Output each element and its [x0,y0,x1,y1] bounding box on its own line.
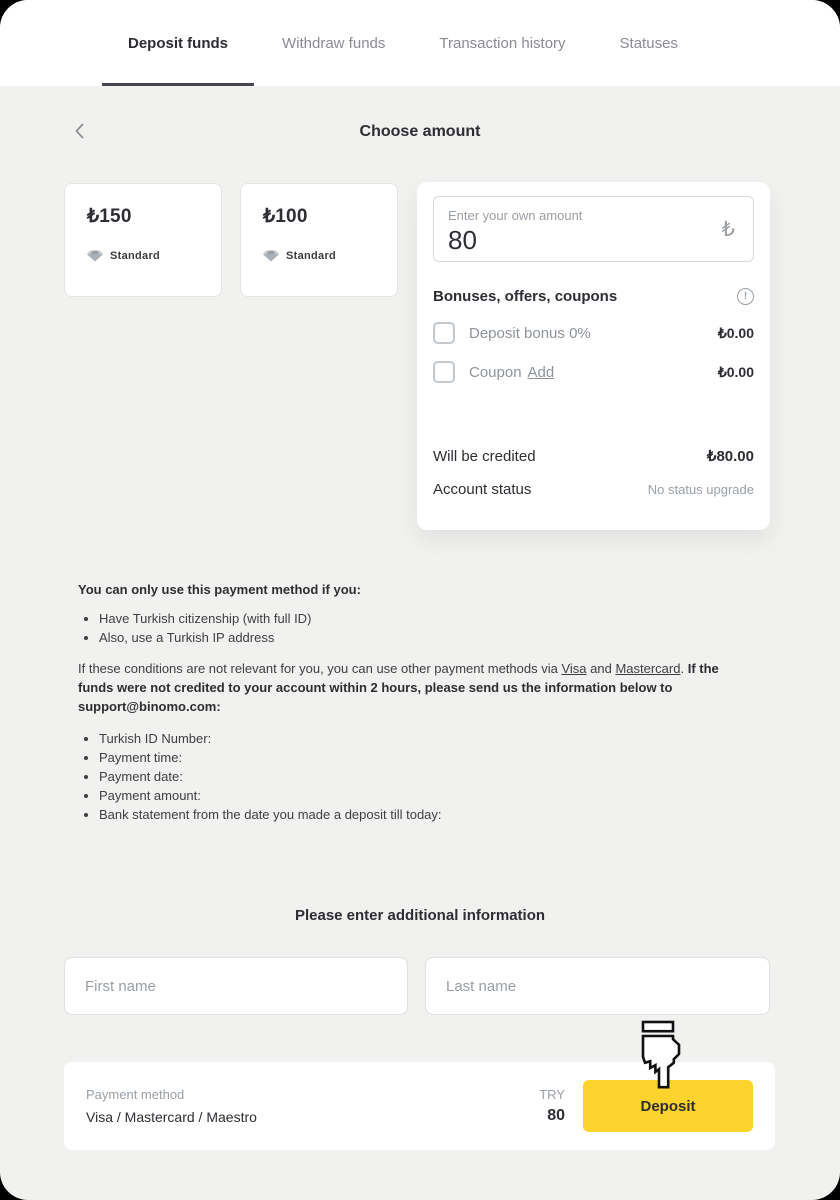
total-amount: 80 [547,1107,565,1124]
tab-statuses[interactable]: Statuses [619,34,678,52]
payment-method-label: Payment method [86,1087,185,1102]
amount-panel [417,182,770,530]
payment-footer-bar [64,1062,775,1150]
lira-currency-icon: ₺ [721,218,735,241]
gem-icon [87,250,103,262]
visa-link[interactable]: Visa [561,661,587,676]
page-title: Choose amount [359,123,481,140]
deposit-button[interactable]: Deposit [583,1080,753,1132]
deposit-bonus-label: Deposit bonus 0% [469,324,591,342]
tab-transaction-history[interactable]: Transaction history [439,34,566,52]
own-amount-label: Enter your own amount [448,208,583,223]
credited-row [433,447,754,465]
paragraph-text: . [680,661,688,676]
paragraph-text: If these conditions are not relevant for you, you can use other payment methods via [78,661,562,676]
paragraph-text: and [586,661,616,676]
total-currency: TRY [539,1087,565,1102]
tab-deposit-funds[interactable]: Deposit funds [102,0,254,86]
paragraph-bold-text: If the funds were not credited to your account within 2 hours, please send us the information below to support@binomo.com: [78,661,719,714]
additional-info-title: Please enter additional information [294,907,546,924]
info-icon[interactable]: ! [737,288,754,305]
list-item: • Have Turkish citizenship (with full ID) [99,612,754,626]
coupon-add-link[interactable]: Add [527,363,555,381]
gem-icon [263,250,279,262]
deposit-bonus-row [433,322,754,344]
list-item: • Turkish ID Number: [99,732,754,746]
preset-amount-card-150[interactable] [64,183,222,297]
list-item: • Payment date: [99,770,754,784]
mastercard-link[interactable]: Mastercard [615,661,681,676]
preset-amount-card-100[interactable] [240,183,398,297]
required-info-list [78,732,754,822]
account-status-row [433,481,754,498]
preset-amount: ₺100 [263,206,308,227]
preset-tier-label: Standard [286,250,337,262]
coupon-label: Coupon [469,363,522,381]
coupon-value: ₺0.00 [717,363,754,380]
last-name-field[interactable] [425,957,770,1015]
first-name-field[interactable] [64,957,408,1015]
list-item: • Also, use a Turkish IP address [99,631,754,645]
list-item: • Bank statement from the date you made a deposit till today: [99,808,754,822]
conditions-paragraph [78,659,754,716]
payment-conditions-text [78,582,754,827]
coupon-row [433,361,754,383]
list-item: • Payment time: [99,751,754,765]
credited-value: ₺80.00 [706,448,754,465]
deposit-bonus-value: ₺0.00 [717,324,754,341]
deposit-bonus-checkbox[interactable] [433,322,455,344]
list-item: • Payment amount: [99,789,754,803]
bonuses-title: Bonuses, offers, coupons [433,288,618,305]
tab-bar [0,0,840,86]
tab-withdraw-funds[interactable]: Withdraw funds [282,34,386,52]
account-status-label: Account status [433,481,532,498]
payment-method-value: Visa / Mastercard / Maestro [86,1109,257,1125]
conditions-list [78,612,754,645]
coupon-checkbox[interactable] [433,361,455,383]
preset-tier-label: Standard [110,250,161,262]
own-amount-field[interactable] [433,196,754,262]
preset-amount: ₺150 [87,206,132,227]
conditions-heading: You can only use this payment method if you: [78,582,361,597]
credited-label: Will be credited [433,447,536,465]
account-status-value: No status upgrade [647,482,754,497]
own-amount-input[interactable] [448,225,688,256]
